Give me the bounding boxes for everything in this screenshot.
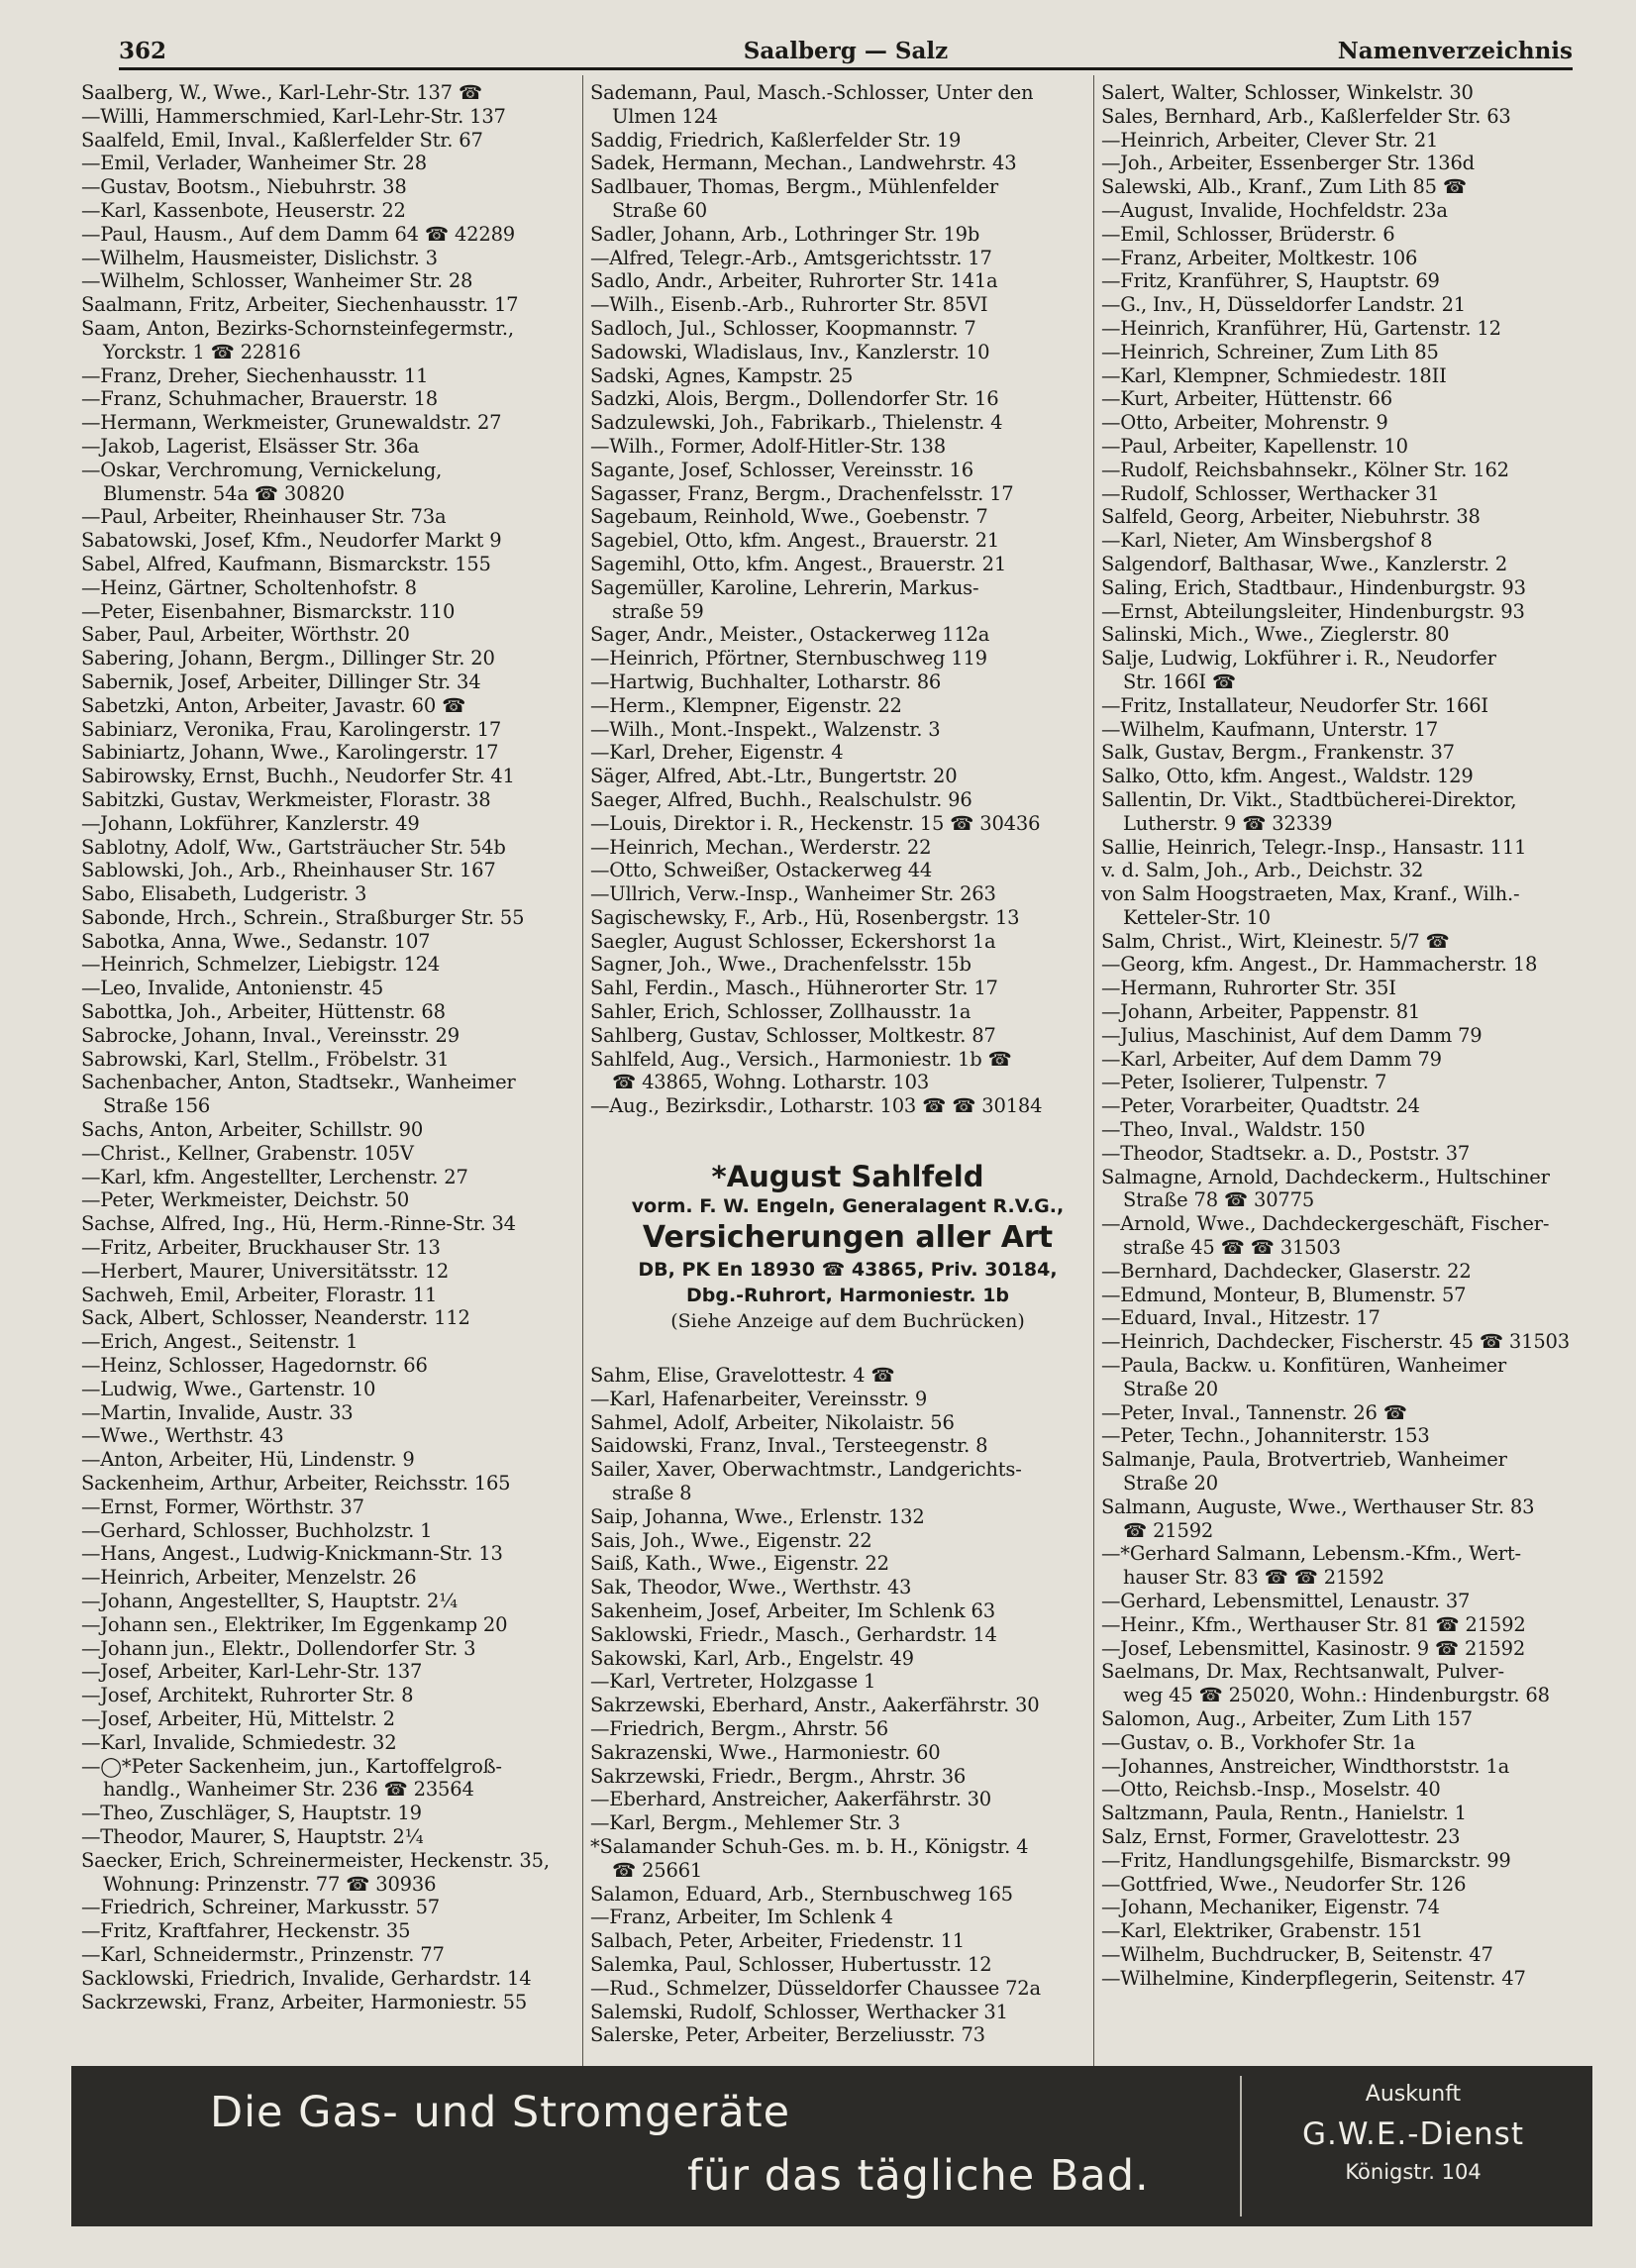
directory-entry: Sallentin, Dr. Vikt., Stadtbücherei-Direktor, <box>1101 787 1517 811</box>
directory-entry: Salfeld, Georg, Arbeiter, Niebuhrstr. 38 <box>1101 505 1481 529</box>
directory-entry-continuation: Straße 78 ☎ 30775 <box>1123 1188 1315 1212</box>
directory-entry-continuation: Straße 60 <box>612 198 707 222</box>
directory-entry: —Wilhelm, Kaufmann, Unterstr. 17 <box>1101 717 1439 741</box>
directory-entry: —Josef, Architekt, Ruhrorter Str. 8 <box>81 1684 414 1707</box>
directory-entry: —Peter, Vorarbeiter, Quadtstr. 24 <box>1101 1094 1420 1118</box>
directory-entry: —Rud., Schmelzer, Düsseldorfer Chaussee 72a <box>590 1976 1041 2000</box>
directory-entry-continuation: weg 45 ☎ 25020, Wohn.: Hindenburgstr. 68 <box>1123 1684 1550 1707</box>
directory-entry: —Hermann, Werkmeister, Grunewaldstr. 27 <box>81 411 502 435</box>
directory-entry: Saalfeld, Emil, Inval., Kaßlerfelder Str. 67 <box>81 128 483 152</box>
directory-entry: —Gerhard, Lebensmittel, Lenaustr. 37 <box>1101 1590 1471 1612</box>
directory-entry-continuation: ☎ 25661 <box>612 1858 703 1882</box>
directory-entry: Sagemihl, Otto, kfm. Angest., Brauerstr. 21 <box>590 552 1007 575</box>
directory-entry: Saip, Johanna, Wwe., Erlenstr. 132 <box>590 1504 925 1528</box>
directory-entry: Sagner, Joh., Wwe., Drachenfelsstr. 15b <box>590 953 971 977</box>
directory-entry: —Heinrich, Mechan., Werderstr. 22 <box>590 835 932 859</box>
directory-entry: Sabernik, Josef, Arbeiter, Dillinger Str. 34 <box>81 670 481 693</box>
directory-entry: Sackenheim, Arthur, Arbeiter, Reichsstr. 165 <box>81 1472 511 1495</box>
directory-entry: —Fritz, Kraftfahrer, Heckenstr. 35 <box>81 1919 411 1943</box>
directory-entry: —Heinr., Kfm., Werthauser Str. 81 ☎ 21592 <box>1101 1612 1526 1636</box>
directory-entry: —Alfred, Telegr.-Arb., Amtsgerichtsstr. 17 <box>590 246 992 269</box>
directory-entry: —Bernhard, Dachdecker, Glaserstr. 22 <box>1101 1259 1472 1283</box>
directory-entry: —Karl, Invalide, Schmiedestr. 32 <box>81 1730 397 1754</box>
directory-entry: Sallie, Heinrich, Telegr.-Insp., Hansastr. 111 <box>1101 835 1527 859</box>
directory-entry: —Johann jun., Elektr., Dollendorfer Str. 3 <box>81 1636 476 1660</box>
directory-entry: —Karl, Elektriker, Grabenstr. 151 <box>1101 1919 1423 1943</box>
directory-entry: Sabiniarz, Veronika, Frau, Karolingerstr. 17 <box>81 717 502 741</box>
directory-entry: Sahler, Erich, Schlosser, Zollhausstr. 1a <box>590 1000 971 1024</box>
directory-entry: —Paula, Backw. u. Konfitüren, Wanheimer <box>1101 1354 1507 1378</box>
directory-entry: Sabatowski, Josef, Kfm., Neudorfer Markt 9 <box>81 529 502 553</box>
directory-entry: Sahm, Elise, Gravelottestr. 4 ☎ <box>590 1364 895 1388</box>
directory-entry: —Karl, Schneidermstr., Prinzenstr. 77 <box>81 1942 445 1966</box>
directory-entry: Sahlfeld, Aug., Versich., Harmoniestr. 1b ☎ <box>590 1047 1012 1071</box>
banner-line-1: Die Gas- und Stromgeräte <box>210 2088 791 2137</box>
directory-entry: —Ludwig, Wwe., Gartenstr. 10 <box>81 1377 376 1400</box>
directory-entry: Salm, Christ., Wirt, Kleinestr. 5/7 ☎ <box>1101 929 1450 953</box>
directory-entry: Salemski, Rudolf, Schlosser, Werthacker 31 <box>590 2000 1008 2023</box>
directory-entry: Sahlberg, Gustav, Schlosser, Moltkestr. 87 <box>590 1023 996 1047</box>
directory-entry-continuation: Straße 156 <box>103 1094 211 1118</box>
directory-entry: —Friedrich, Bergm., Ahrstr. 56 <box>590 1717 889 1741</box>
directory-entry: —Aug., Bezirksdir., Lotharstr. 103 ☎ ☎ 30184 <box>590 1094 1043 1118</box>
directory-entry: Sadler, Johann, Arb., Lothringer Str. 19b <box>590 222 980 246</box>
directory-entry: Sabrowski, Karl, Stellm., Fröbelstr. 31 <box>81 1047 450 1071</box>
directory-entry: Sabiniartz, Johann, Wwe., Karolingerstr. 17 <box>81 741 499 765</box>
directory-entry: *Salamander Schuh-Ges. m. b. H., Königstr. 4 <box>590 1835 1029 1858</box>
directory-entry: —Johann sen., Elektriker, Im Eggenkamp 20 <box>81 1612 508 1636</box>
directory-entry: Saalberg, W., Wwe., Karl-Lehr-Str. 137 ☎ <box>81 81 482 104</box>
directory-entry: Sadek, Hermann, Mechan., Landwehrstr. 43 <box>590 152 1017 175</box>
directory-entry: Salje, Ludwig, Lokführer i. R., Neudorfer <box>1101 647 1496 670</box>
directory-entry: Salemka, Paul, Schlosser, Hubertusstr. 12 <box>590 1952 992 1976</box>
directory-entry: Saiß, Kath., Wwe., Eigenstr. 22 <box>590 1552 889 1576</box>
directory-entry: Sabrocke, Johann, Inval., Vereinsstr. 29 <box>81 1023 460 1047</box>
directory-entry: —Karl, Klempner, Schmiedestr. 18II <box>1101 363 1447 387</box>
directory-entry: Salmagne, Arnold, Dachdeckerm., Hultschiner <box>1101 1165 1550 1188</box>
directory-entry: —Wilh., Former, Adolf-Hitler-Str. 138 <box>590 434 946 458</box>
directory-entry: —Anton, Arbeiter, Hü, Lindenstr. 9 <box>81 1448 415 1472</box>
directory-entry: —Otto, Reichsb.-Insp., Moselstr. 40 <box>1101 1778 1441 1802</box>
directory-entry: Saltzmann, Paula, Rentn., Hanielstr. 1 <box>1101 1802 1467 1825</box>
page-header <box>119 34 1573 70</box>
sahlfeld-advertisement <box>590 1160 1105 1334</box>
directory-entry: Sachweh, Emil, Arbeiter, Florastr. 11 <box>81 1283 438 1306</box>
directory-entry: —Fritz, Handlungsgehilfe, Bismarckstr. 99 <box>1101 1848 1511 1872</box>
directory-entry: —Emil, Schlosser, Brüderstr. 6 <box>1101 222 1395 246</box>
directory-entry-continuation: straße 45 ☎ ☎ 31503 <box>1123 1236 1341 1260</box>
directory-entry: Säger, Alfred, Abt.-Ltr., Bungertstr. 20 <box>590 765 958 788</box>
directory-entry-continuation: straße 8 <box>612 1482 692 1505</box>
directory-entry: Saber, Paul, Arbeiter, Wörthstr. 20 <box>81 623 410 647</box>
directory-entry: Sadzki, Alois, Bergm., Dollendorfer Str. 16 <box>590 387 999 411</box>
directory-entry: Sachenbacher, Anton, Stadtsekr., Wanheimer <box>81 1071 516 1094</box>
directory-entry: Saklowski, Friedr., Masch., Gerhardstr. 14 <box>590 1622 997 1646</box>
directory-entry: —Johann, Arbeiter, Pappenstr. 81 <box>1101 1000 1421 1024</box>
ad-note: (Siehe Anzeige auf dem Buchrücken) <box>670 1310 1025 1333</box>
directory-entry: Sabirowsky, Ernst, Buchh., Neudorfer Str. 41 <box>81 765 515 788</box>
directory-entry: —Johann, Lokführer, Kanzlerstr. 49 <box>81 811 420 835</box>
directory-entry: Sademann, Paul, Masch.-Schlosser, Unter den <box>590 81 1034 104</box>
directory-entry: —Christ., Kellner, Grabenstr. 105V <box>81 1141 414 1165</box>
directory-entry: Sabitzki, Gustav, Werkmeister, Florastr. 38 <box>81 787 491 811</box>
directory-entry: —G., Inv., H, Düsseldorfer Landstr. 21 <box>1101 293 1466 317</box>
directory-entry: —Karl, Kassenbote, Heuserstr. 22 <box>81 198 406 222</box>
directory-entry: —Karl, kfm. Angestellter, Lerchenstr. 27 <box>81 1165 468 1188</box>
directory-entry: —Arnold, Wwe., Dachdeckergeschäft, Fischer- <box>1101 1212 1550 1236</box>
directory-entry: —Heinrich, Kranführer, Hü, Gartenstr. 12 <box>1101 316 1501 340</box>
directory-entry: —Fritz, Installateur, Neudorfer Str. 166I <box>1101 693 1488 717</box>
directory-entry: Salewski, Alb., Kranf., Zum Lith 85 ☎ <box>1101 175 1467 199</box>
directory-entry: —Erich, Angest., Seitenstr. 1 <box>81 1330 358 1354</box>
footer-banner-ad <box>71 2066 1592 2226</box>
directory-entry: Sabonde, Hrch., Schrein., Straßburger Str. 55 <box>81 905 525 929</box>
directory-entry: —Peter, Isolierer, Tulpenstr. 7 <box>1101 1071 1387 1094</box>
directory-entry-continuation: Str. 166I ☎ <box>1123 670 1236 693</box>
directory-entry: —Wilhelmine, Kinderpflegerin, Seitenstr. 47 <box>1101 1966 1526 1990</box>
directory-entry: Salerske, Peter, Arbeiter, Berzeliusstr. 73 <box>590 2023 985 2047</box>
entry-list <box>1101 81 1616 1991</box>
directory-entry: Sais, Joh., Wwe., Eigenstr. 22 <box>590 1528 872 1552</box>
directory-entry: —Heinz, Schlosser, Hagedornstr. 66 <box>81 1354 428 1378</box>
directory-entry: —August, Invalide, Hochfeldstr. 23a <box>1101 198 1448 222</box>
directory-entry: —Theo, Inval., Waldstr. 150 <box>1101 1118 1366 1142</box>
directory-entry: Salz, Ernst, Former, Gravelottestr. 23 <box>1101 1824 1461 1848</box>
directory-entry: Sabering, Johann, Bergm., Dillinger Str. 20 <box>81 647 495 670</box>
directory-entry: —◯*Peter Sackenheim, jun., Kartoffelgroß- <box>81 1754 502 1778</box>
directory-entry-continuation: Lutherstr. 9 ☎ 32339 <box>1123 811 1333 835</box>
directory-entry: —Otto, Arbeiter, Mohrenstr. 9 <box>1101 411 1388 435</box>
directory-entry: Sakrzewski, Eberhard, Anstr., Aakerfährstr. 30 <box>590 1694 1040 1717</box>
directory-entry: —Karl, Nieter, Am Winsbergshof 8 <box>1101 529 1433 553</box>
directory-entry: —Eduard, Inval., Hitzestr. 17 <box>1101 1306 1380 1330</box>
directory-entry: Sakrzewski, Friedr., Bergm., Ahrstr. 36 <box>590 1764 967 1788</box>
directory-entry: Salmann, Auguste, Wwe., Werthauser Str. 83 <box>1101 1495 1535 1518</box>
directory-entry: —Franz, Arbeiter, Moltkestr. 106 <box>1101 246 1418 269</box>
page-number: 362 <box>119 38 167 64</box>
directory-entry: —Wilhelm, Hausmeister, Dislichstr. 3 <box>81 246 438 269</box>
directory-entry: Salk, Gustav, Bergm., Frankenstr. 37 <box>1101 741 1455 765</box>
directory-entry: —Willi, Hammerschmied, Karl-Lehr-Str. 137 <box>81 104 506 128</box>
directory-entry: —Fritz, Arbeiter, Bruckhauser Str. 13 <box>81 1236 441 1260</box>
directory-entry: Sablowski, Joh., Arb., Rheinhauser Str. 167 <box>81 859 496 882</box>
directory-entry: Sagebaum, Reinhold, Wwe., Goebenstr. 7 <box>590 505 988 529</box>
entry-list <box>81 81 596 2013</box>
directory-entry: Sadowski, Wladislaus, Inv., Kanzlerstr. 10 <box>590 340 990 363</box>
directory-column-3 <box>1101 81 1616 1991</box>
directory-entry: —Friedrich, Schreiner, Markusstr. 57 <box>81 1896 440 1919</box>
directory-entry: —Heinrich, Arbeiter, Menzelstr. 26 <box>81 1566 417 1590</box>
directory-entry: Saegler, August Schlosser, Eckershorst 1a <box>590 929 996 953</box>
banner-info-box <box>1240 2076 1585 2216</box>
directory-entry: Sack, Albert, Schlosser, Neanderstr. 112 <box>81 1306 470 1330</box>
directory-entry: —Paul, Arbeiter, Rheinhauser Str. 73a <box>81 505 447 529</box>
directory-entry: Sakowski, Karl, Arb., Engelstr. 49 <box>590 1646 914 1670</box>
directory-entry: Sak, Theodor, Wwe., Werthstr. 43 <box>590 1576 912 1599</box>
directory-entry: —Paul, Hausm., Auf dem Damm 64 ☎ 42289 <box>81 222 515 246</box>
directory-entry-continuation: Ketteler-Str. 10 <box>1123 905 1271 929</box>
ad-subtitle: vorm. F. W. Engeln, Generalagent R.V.G., <box>631 1195 1065 1218</box>
directory-entry: —Heinrich, Arbeiter, Clever Str. 21 <box>1101 128 1439 152</box>
directory-entry: Sales, Bernhard, Arb., Kaßlerfelder Str. 63 <box>1101 104 1511 128</box>
banner-address: Königstr. 104 <box>1345 2160 1482 2184</box>
directory-entry: —Karl, Vertreter, Holzgasse 1 <box>590 1670 876 1694</box>
directory-entry: Sabotka, Anna, Wwe., Sedanstr. 107 <box>81 929 431 953</box>
directory-entry-continuation: Straße 20 <box>1123 1472 1218 1495</box>
directory-entry: —Leo, Invalide, Antonienstr. 45 <box>81 977 384 1000</box>
directory-entry: Sagemüller, Karoline, Lehrerin, Markus- <box>590 575 979 599</box>
directory-entry: —Heinrich, Pförtner, Sternbuschweg 119 <box>590 647 987 670</box>
directory-entry: Sadloch, Jul., Schlosser, Koopmannstr. 7 <box>590 316 976 340</box>
directory-entry: Sabetzki, Anton, Arbeiter, Javastr. 60 ☎ <box>81 693 466 717</box>
directory-entry: —Julius, Maschinist, Auf dem Damm 79 <box>1101 1023 1483 1047</box>
directory-entry: —Heinz, Gärtner, Scholtenhofstr. 8 <box>81 575 417 599</box>
directory-entry: v. d. Salm, Joh., Arb., Deichstr. 32 <box>1101 859 1424 882</box>
directory-entry: Sadlo, Andr., Arbeiter, Ruhrorter Str. 141a <box>590 269 998 293</box>
directory-entry: Sabel, Alfred, Kaufmann, Bismarckstr. 155 <box>81 552 491 575</box>
directory-entry: —Wwe., Werthstr. 43 <box>81 1424 284 1448</box>
directory-entry: Sachse, Alfred, Ing., Hü, Herm.-Rinne-Str. 34 <box>81 1212 516 1236</box>
directory-entry: —Gottfried, Wwe., Neudorfer Str. 126 <box>1101 1872 1467 1896</box>
directory-entry: Sabottka, Joh., Arbeiter, Hüttenstr. 68 <box>81 1000 446 1024</box>
directory-entry: Sakrazenski, Wwe., Harmoniestr. 60 <box>590 1740 941 1764</box>
directory-entry: —Emil, Verlader, Wanheimer Str. 28 <box>81 152 427 175</box>
directory-entry: —Franz, Arbeiter, Im Schlenk 4 <box>590 1906 893 1929</box>
directory-entry: —Theodor, Maurer, S, Hauptstr. 2¼ <box>81 1824 424 1848</box>
directory-entry: —Heinrich, Dachdecker, Fischerstr. 45 ☎ 31503 <box>1101 1330 1570 1354</box>
directory-entry: —Peter, Eisenbahner, Bismarckstr. 110 <box>81 599 456 623</box>
directory-entry: —Gerhard, Schlosser, Buchholzstr. 1 <box>81 1518 433 1542</box>
banner-line-2: für das tägliche Bad. <box>687 2151 1150 2201</box>
section-title: Namenverzeichnis <box>1337 38 1573 64</box>
directory-entry: Sadlbauer, Thomas, Bergm., Mühlenfelder <box>590 175 999 199</box>
directory-entry: —Herm., Klempner, Eigenstr. 22 <box>590 693 902 717</box>
directory-entry: —Peter, Werkmeister, Deichstr. 50 <box>81 1188 410 1212</box>
directory-entry: —Josef, Lebensmittel, Kasinostr. 9 ☎ 21592 <box>1101 1636 1526 1660</box>
directory-entry: Saalmann, Fritz, Arbeiter, Siechenhausstr. 17 <box>81 293 519 317</box>
directory-entry: —Gustav, Bootsm., Niebuhrstr. 38 <box>81 175 407 199</box>
directory-column-2 <box>590 81 1105 2047</box>
directory-entry: —Rudolf, Schlosser, Werthacker 31 <box>1101 481 1440 505</box>
directory-entry: Sailer, Xaver, Oberwachtmstr., Landgerichts- <box>590 1458 1022 1482</box>
directory-entry: —Fritz, Kranführer, S, Hauptstr. 69 <box>1101 269 1440 293</box>
directory-entry: Sager, Andr., Meister., Ostackerweg 112a <box>590 623 990 647</box>
directory-entry: —Theodor, Stadtsekr. a. D., Poststr. 37 <box>1101 1141 1471 1165</box>
directory-entry: —Joh., Arbeiter, Essenberger Str. 136d <box>1101 152 1475 175</box>
directory-entry-continuation: Yorckstr. 1 ☎ 22816 <box>103 340 301 363</box>
directory-entry: Sahmel, Adolf, Arbeiter, Nikolaistr. 56 <box>590 1410 955 1434</box>
directory-entry: Salko, Otto, kfm. Angest., Waldstr. 129 <box>1101 765 1474 788</box>
directory-entry: —Wilhelm, Buchdrucker, B, Seitenstr. 47 <box>1101 1942 1493 1966</box>
directory-entry: —Hartwig, Buchhalter, Lotharstr. 86 <box>590 670 942 693</box>
directory-entry: —Eberhard, Anstreicher, Aakerfährstr. 30 <box>590 1788 991 1811</box>
directory-entry: —Wilh., Mont.-Inspekt., Walzenstr. 3 <box>590 717 941 741</box>
directory-entry: —Johann, Angestellter, S, Hauptstr. 2¼ <box>81 1590 458 1612</box>
directory-entry-continuation: hauser Str. 83 ☎ ☎ 21592 <box>1123 1566 1384 1590</box>
directory-entry: Salert, Walter, Schlosser, Winkelstr. 30 <box>1101 81 1474 104</box>
directory-entry: Saling, Erich, Stadtbaur., Hindenburgstr. 93 <box>1101 575 1526 599</box>
directory-entry: Salmanje, Paula, Brotvertrieb, Wanheimer <box>1101 1448 1507 1472</box>
banner-info-label: Auskunft <box>1365 2082 1462 2107</box>
directory-entry: —Rudolf, Reichsbahnsekr., Kölner Str. 162 <box>1101 458 1509 481</box>
ad-title: *August Sahlfeld <box>711 1160 984 1194</box>
directory-entry: Saam, Anton, Bezirks-Schornsteinfegermstr., <box>81 316 514 340</box>
directory-entry: Sacklowski, Friedrich, Invalide, Gerhardstr. 14 <box>81 1966 532 1990</box>
directory-entry: —Karl, Hafenarbeiter, Vereinsstr. 9 <box>590 1387 928 1410</box>
directory-entry-continuation: Blumenstr. 54a ☎ 30820 <box>103 481 345 505</box>
directory-entry-continuation: Wohnung: Prinzenstr. 77 ☎ 30936 <box>103 1872 437 1896</box>
directory-entry: Sablotny, Adolf, Ww., Gartsträucher Str. 54b <box>81 835 506 859</box>
directory-entry-continuation: ☎ 21592 <box>1123 1518 1214 1542</box>
directory-entry: Sagante, Josef, Schlosser, Vereinsstr. 16 <box>590 458 973 481</box>
directory-entry: —Theo, Zuschläger, S, Hauptstr. 19 <box>81 1802 422 1825</box>
directory-entry: —Franz, Schuhmacher, Brauerstr. 18 <box>81 387 439 411</box>
directory-entry: Saidowski, Franz, Inval., Tersteegenstr. 8 <box>590 1434 988 1458</box>
directory-entry: Salinski, Mich., Wwe., Zieglerstr. 80 <box>1101 623 1450 647</box>
directory-entry: Sagasser, Franz, Bergm., Drachenfelsstr. 17 <box>590 481 1014 505</box>
directory-entry: Salamon, Eduard, Arb., Sternbuschweg 165 <box>590 1882 1013 1906</box>
directory-column-1 <box>81 81 596 2013</box>
directory-entry: Saddig, Friedrich, Kaßlerfelder Str. 19 <box>590 128 962 152</box>
directory-entry: —Karl, Bergm., Mehlemer Str. 3 <box>590 1811 900 1835</box>
banner-slogan <box>71 2066 1236 2226</box>
directory-entry: —Martin, Invalide, Austr. 33 <box>81 1400 354 1424</box>
directory-entry: von Salm Hoogstraeten, Max, Kranf., Wilh.- <box>1101 882 1520 906</box>
directory-entry: Saecker, Erich, Schreinermeister, Heckenstr. 35, <box>81 1848 550 1872</box>
directory-entry: —Karl, Arbeiter, Auf dem Damm 79 <box>1101 1047 1442 1071</box>
directory-entry: —Paul, Arbeiter, Kapellenstr. 10 <box>1101 434 1408 458</box>
directory-entry: —Kurt, Arbeiter, Hüttenstr. 66 <box>1101 387 1392 411</box>
entry-list <box>590 81 1105 2047</box>
directory-entry: Sagebiel, Otto, kfm. Angest., Brauerstr. 21 <box>590 529 1000 553</box>
page-title: Saalberg — Salz <box>743 38 949 64</box>
directory-entry: —Ernst, Abteilungsleiter, Hindenburgstr. 93 <box>1101 599 1525 623</box>
directory-entry-continuation: handlg., Wanheimer Str. 236 ☎ 23564 <box>103 1778 474 1802</box>
directory-entry: —Georg, kfm. Angest., Dr. Hammacherstr. 18 <box>1101 953 1538 977</box>
directory-entry: —Josef, Arbeiter, Hü, Mittelstr. 2 <box>81 1706 395 1730</box>
ad-address-line: Dbg.-Ruhrort, Harmoniestr. 1b <box>685 1285 1010 1307</box>
directory-entry: —Oskar, Verchromung, Vernickelung, <box>81 458 443 481</box>
directory-entry: —Louis, Direktor i. R., Heckenstr. 15 ☎ 30436 <box>590 811 1041 835</box>
directory-entry: Sachs, Anton, Arbeiter, Schillstr. 90 <box>81 1118 424 1142</box>
ad-contact-line: DB, PK En 18930 ☎ 43865, Priv. 30184, <box>638 1259 1058 1282</box>
directory-entry: —Ernst, Former, Wörthstr. 37 <box>81 1495 364 1518</box>
directory-entry: Sadzulewski, Joh., Fabrikarb., Thielenstr. 4 <box>590 411 1003 435</box>
directory-entry: Salomon, Aug., Arbeiter, Zum Lith 157 <box>1101 1706 1473 1730</box>
directory-entry: —Ullrich, Verw.-Insp., Wanheimer Str. 263 <box>590 882 996 906</box>
directory-entry: —Wilh., Eisenb.-Arb., Ruhrorter Str. 85VI <box>590 293 988 317</box>
directory-entry: Salgendorf, Balthasar, Wwe., Kanzlerstr. 2 <box>1101 552 1508 575</box>
directory-entry: Sackrzewski, Franz, Arbeiter, Harmoniestr. 55 <box>81 1990 528 2013</box>
directory-entry: —Herbert, Maurer, Universitätsstr. 12 <box>81 1259 450 1283</box>
directory-entry: —Franz, Dreher, Siechenhausstr. 11 <box>81 363 429 387</box>
banner-service-name: G.W.E.-Dienst <box>1302 2116 1524 2152</box>
directory-entry: —Jakob, Lagerist, Elsässer Str. 36a <box>81 434 420 458</box>
directory-entry: —Heinrich, Schreiner, Zum Lith 85 <box>1101 340 1439 363</box>
directory-entry: Sakenheim, Josef, Arbeiter, Im Schlenk 63 <box>590 1599 995 1623</box>
directory-entry: Sahl, Ferdin., Masch., Hühnerorter Str. 17 <box>590 977 998 1000</box>
directory-entry: —Peter, Techn., Johanniterstr. 153 <box>1101 1424 1430 1448</box>
directory-entry: —Edmund, Monteur, B, Blumenstr. 57 <box>1101 1283 1467 1306</box>
directory-entry: —Hermann, Ruhrorter Str. 35I <box>1101 977 1396 1000</box>
directory-entry: Sagischewsky, F., Arb., Hü, Rosenbergstr. 13 <box>590 905 1020 929</box>
directory-entry-continuation: ☎ 43865, Wohng. Lotharstr. 103 <box>612 1071 930 1094</box>
directory-entry: Sabo, Elisabeth, Ludgeristr. 3 <box>81 882 367 906</box>
directory-entry: —Johannes, Anstreicher, Windthorststr. 1a <box>1101 1754 1510 1778</box>
directory-entry: Saeger, Alfred, Buchh., Realschulstr. 96 <box>590 787 972 811</box>
directory-entry-continuation: straße 59 <box>612 599 704 623</box>
directory-entry: Sadski, Agnes, Kampstr. 25 <box>590 363 854 387</box>
directory-entry: —Otto, Schweißer, Ostackerweg 44 <box>590 859 933 882</box>
directory-entry: —Karl, Dreher, Eigenstr. 4 <box>590 741 844 765</box>
directory-entry: —Gustav, o. B., Vorkhofer Str. 1a <box>1101 1730 1415 1754</box>
directory-entry-continuation: Straße 20 <box>1123 1377 1218 1400</box>
directory-entry: Salbach, Peter, Arbeiter, Friedenstr. 11 <box>590 1929 966 1953</box>
directory-entry: —Wilhelm, Schlosser, Wanheimer Str. 28 <box>81 269 473 293</box>
directory-entry: —*Gerhard Salmann, Lebensm.-Kfm., Wert- <box>1101 1542 1521 1566</box>
directory-entry: —Josef, Arbeiter, Karl-Lehr-Str. 137 <box>81 1660 423 1684</box>
ad-headline: Versicherungen aller Art <box>642 1220 1054 1256</box>
directory-entry-continuation: Ulmen 124 <box>612 104 718 128</box>
directory-entry: —Hans, Angest., Ludwig-Knickmann-Str. 13 <box>81 1542 503 1566</box>
directory-entry: —Johann, Mechaniker, Eigenstr. 74 <box>1101 1896 1440 1919</box>
directory-entry: —Peter, Inval., Tannenstr. 26 ☎ <box>1101 1400 1407 1424</box>
directory-entry: Saelmans, Dr. Max, Rechtsanwalt, Pulver- <box>1101 1660 1504 1684</box>
directory-entry: —Heinrich, Schmelzer, Liebigstr. 124 <box>81 953 441 977</box>
